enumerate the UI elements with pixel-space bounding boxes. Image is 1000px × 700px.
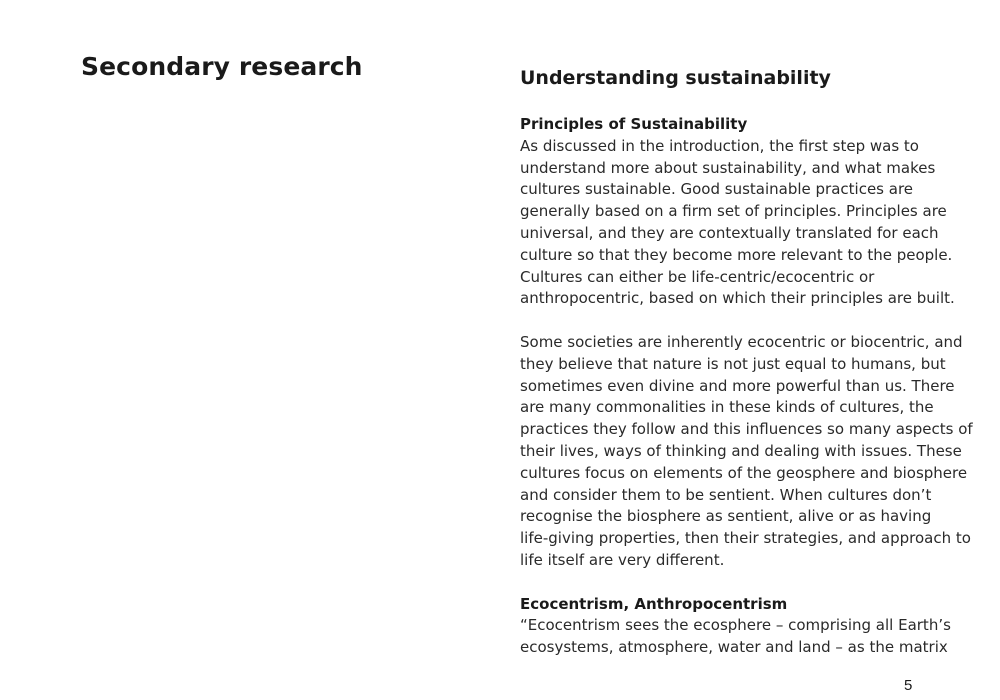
ecocentric-societies-section — [520, 332, 973, 572]
paragraph-line: understand more about sustainability, and what makes — [520, 158, 936, 177]
paragraph-line: Cultures can either be life-centric/ecocentric or — [520, 267, 875, 286]
paragraph-line: Some societies are inherently ecocentric or biocentric, and — [520, 332, 963, 351]
paragraph-line: sometimes even divine and more powerful than us. There — [520, 376, 955, 395]
paragraph-line: practices they follow and this influences so many aspects of — [520, 420, 973, 439]
paragraph-line: ecosystems, atmosphere, water and land – as the matrix — [520, 638, 948, 657]
paragraph-line: anthropocentric, based on which their principles are built. — [520, 289, 955, 308]
paragraph-line: their lives, ways of thinking and dealing with issues. These — [520, 441, 962, 460]
paragraph-line: cultures focus on elements of the geosphere and biosphere — [520, 463, 968, 482]
article-column — [520, 64, 973, 659]
paragraph-line: As discussed in the introduction, the first step was to — [520, 136, 919, 155]
paragraph-line: culture so that they become more relevant to the people. — [520, 245, 953, 264]
paragraph-line: generally based on a firm set of principles. Principles are — [520, 202, 947, 221]
paragraph-line: “Ecocentrism sees the ecosphere – comprising all Earth’s — [520, 616, 951, 635]
paragraph-line: and consider them to be sentient. When cultures don’t — [520, 485, 932, 504]
paragraph-line: life-giving properties, then their strategies, and approach to — [520, 529, 971, 548]
principles-paragraph — [520, 136, 955, 310]
ecocentrism-section — [520, 594, 951, 659]
ecocentrism-paragraph — [520, 615, 951, 659]
paragraph-line: are many commonalities in these kinds of cultures, the — [520, 398, 934, 417]
article-title: Understanding sustainability — [520, 67, 831, 89]
ecocentric-paragraph — [520, 332, 973, 572]
paragraph-line: universal, and they are contextually translated for each — [520, 223, 939, 242]
principles-section — [520, 114, 955, 310]
principles-subhead: Principles of Sustainability — [520, 115, 748, 133]
paragraph-line: life itself are very different. — [520, 550, 725, 569]
ecocentrism-subhead: Ecocentrism, Anthropocentrism — [520, 594, 788, 613]
page-number: 5 — [904, 677, 913, 694]
paragraph-line: they believe that nature is not just equal to humans, but — [520, 354, 946, 373]
paragraph-line: cultures sustainable. Good sustainable practices are — [520, 180, 914, 199]
paragraph-line: recognise the biosphere as sentient, alive or as having — [520, 507, 932, 526]
section-title: Secondary research — [81, 52, 363, 81]
